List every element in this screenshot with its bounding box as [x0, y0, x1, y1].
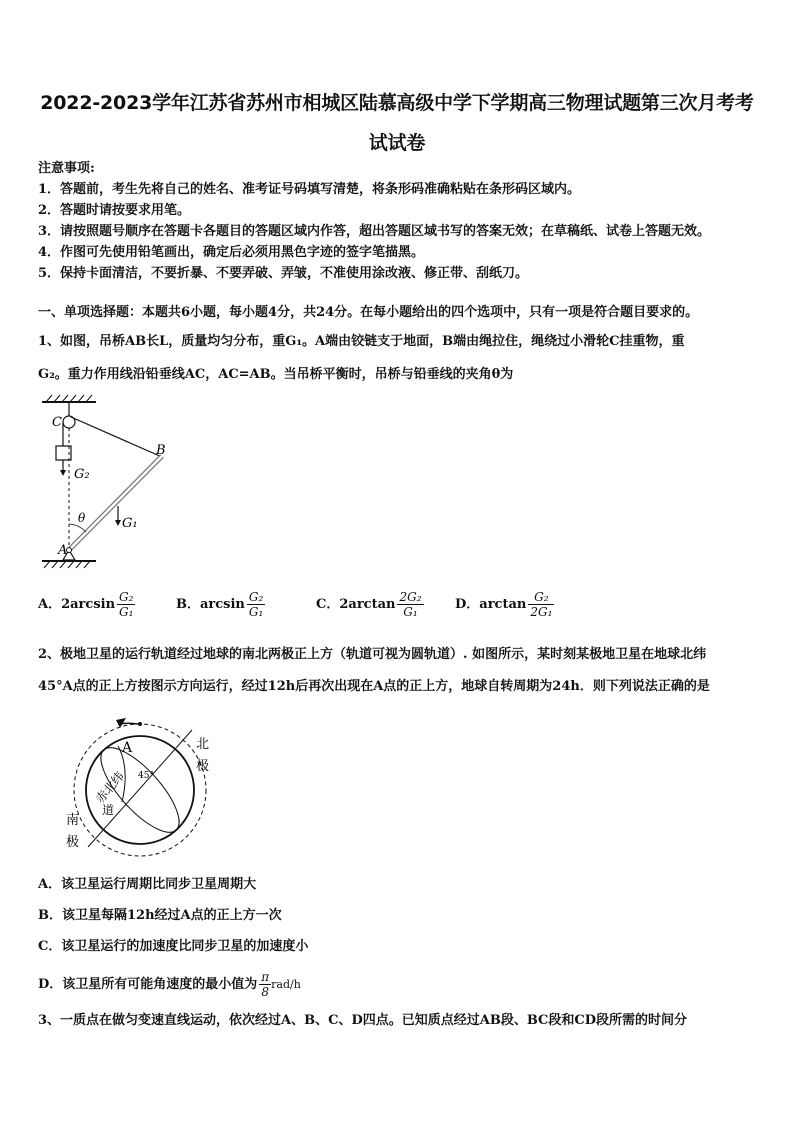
label-G1: G₁	[122, 516, 138, 531]
label-B: B	[156, 443, 166, 458]
label-north-1: 北	[196, 737, 210, 752]
q2-option-a[interactable]: A．该卫星运行周期比同步卫星周期大	[38, 877, 257, 892]
drawbridge-figure	[38, 392, 168, 572]
section-heading: 一、单项选择题：本题共6小题，每小题4分，共24分。在每小题给出的四个选项中，只有一项是符合题目要求的。	[38, 305, 699, 320]
label-C: C	[52, 415, 62, 430]
q1-option-b[interactable]: B．arcsin $\frac{\text{G₂}}{\text{G₁}}$	[176, 590, 264, 619]
notice-item: 5．保持卡面清洁，不要折暴、不要弄破、弄皱，不准使用涂改液、修正带、刮纸刀。	[38, 266, 529, 281]
label-theta: θ	[78, 511, 86, 525]
label-dao: 道	[102, 803, 115, 817]
question-2-text: 2、极地卫星的运行轨道经过地球的南北两极正上方（轨道可视为圆轨道）. 如图所示，某时刻某极地卫星在地球北纬	[38, 647, 707, 662]
label-south-1: 南	[66, 813, 80, 828]
label-south-2: 极	[66, 835, 80, 850]
q1-option-a[interactable]: A．2arcsin $\frac{\text{G₂}}{\text{G₁}}$	[38, 590, 134, 619]
notice-heading: 注意事项:	[38, 161, 95, 176]
notice-item: 1．答题前，考生先将自己的姓名、准考证号码填写清楚，将条形码准确粘贴在条形码区域内。	[38, 182, 581, 197]
q2-option-c[interactable]: C．该卫星运行的加速度比同步卫星的加速度小	[38, 939, 309, 954]
label-equator: 赤北纬	[92, 769, 127, 806]
label-45deg: 45°	[138, 771, 154, 781]
question-1-text-cont: G₂。重力作用线沿铅垂线AC，AC=AB。当吊桥平衡时，吊桥与铅垂线的夹角θ为	[38, 367, 514, 382]
notice-item: 2．答题时请按要求用笔。	[38, 203, 191, 218]
q1-option-d[interactable]: D．arctan $\frac{\text{G₂}}{\text{2G₁}}$	[455, 590, 553, 619]
q1-option-c[interactable]: C．2arctan $\frac{\text{2G₂}}{\text{G₁}}$	[316, 590, 422, 619]
label-north-2: 极	[196, 759, 210, 774]
question-2-text-cont: 45°A点的正上方按图示方向运行，经过12h后再次出现在A点的正上方，地球自转周期为24h．则下列说法正确的是	[38, 679, 710, 694]
q2-option-d[interactable]: D．该卫星所有可能角速度的最小值为 $\frac{\pi}{8}$ rad/h	[38, 970, 301, 999]
label-G2: G₂	[74, 467, 90, 482]
exam-title-cont: 试试卷	[368, 132, 426, 154]
label-A: A	[58, 543, 68, 558]
notice-item: 4．作图可先使用铅笔画出，确定后必须用黑色字迹的签字笔描黑。	[38, 245, 425, 260]
question-1-text: 1、如图，吊桥AB长L，质量均匀分布，重G₁。A端由铰链支于地面，B端由绳拉住，绳绕过小滑轮C挂重物，重	[38, 334, 685, 349]
question-3-text: 3、一质点在做匀变速直线运动，依次经过A、B、C、D四点。已知质点经过AB段、BC段和CD段所需的时间分	[38, 1013, 688, 1028]
notice-item: 3．请按照题号顺序在答题卡各题目的答题区域内作答，超出答题区域书写的答案无效；在草稿纸、试卷上答题无效。	[38, 224, 711, 239]
label-A-point: A	[122, 740, 133, 756]
polar-orbit-figure	[60, 712, 220, 862]
exam-title: 2022-2023学年江苏省苏州市相城区陆慕高级中学下学期高三物理试题第三次月考考	[40, 92, 754, 114]
q2-option-b[interactable]: B．该卫星每隔12h经过A点的正上方一次	[38, 908, 282, 923]
